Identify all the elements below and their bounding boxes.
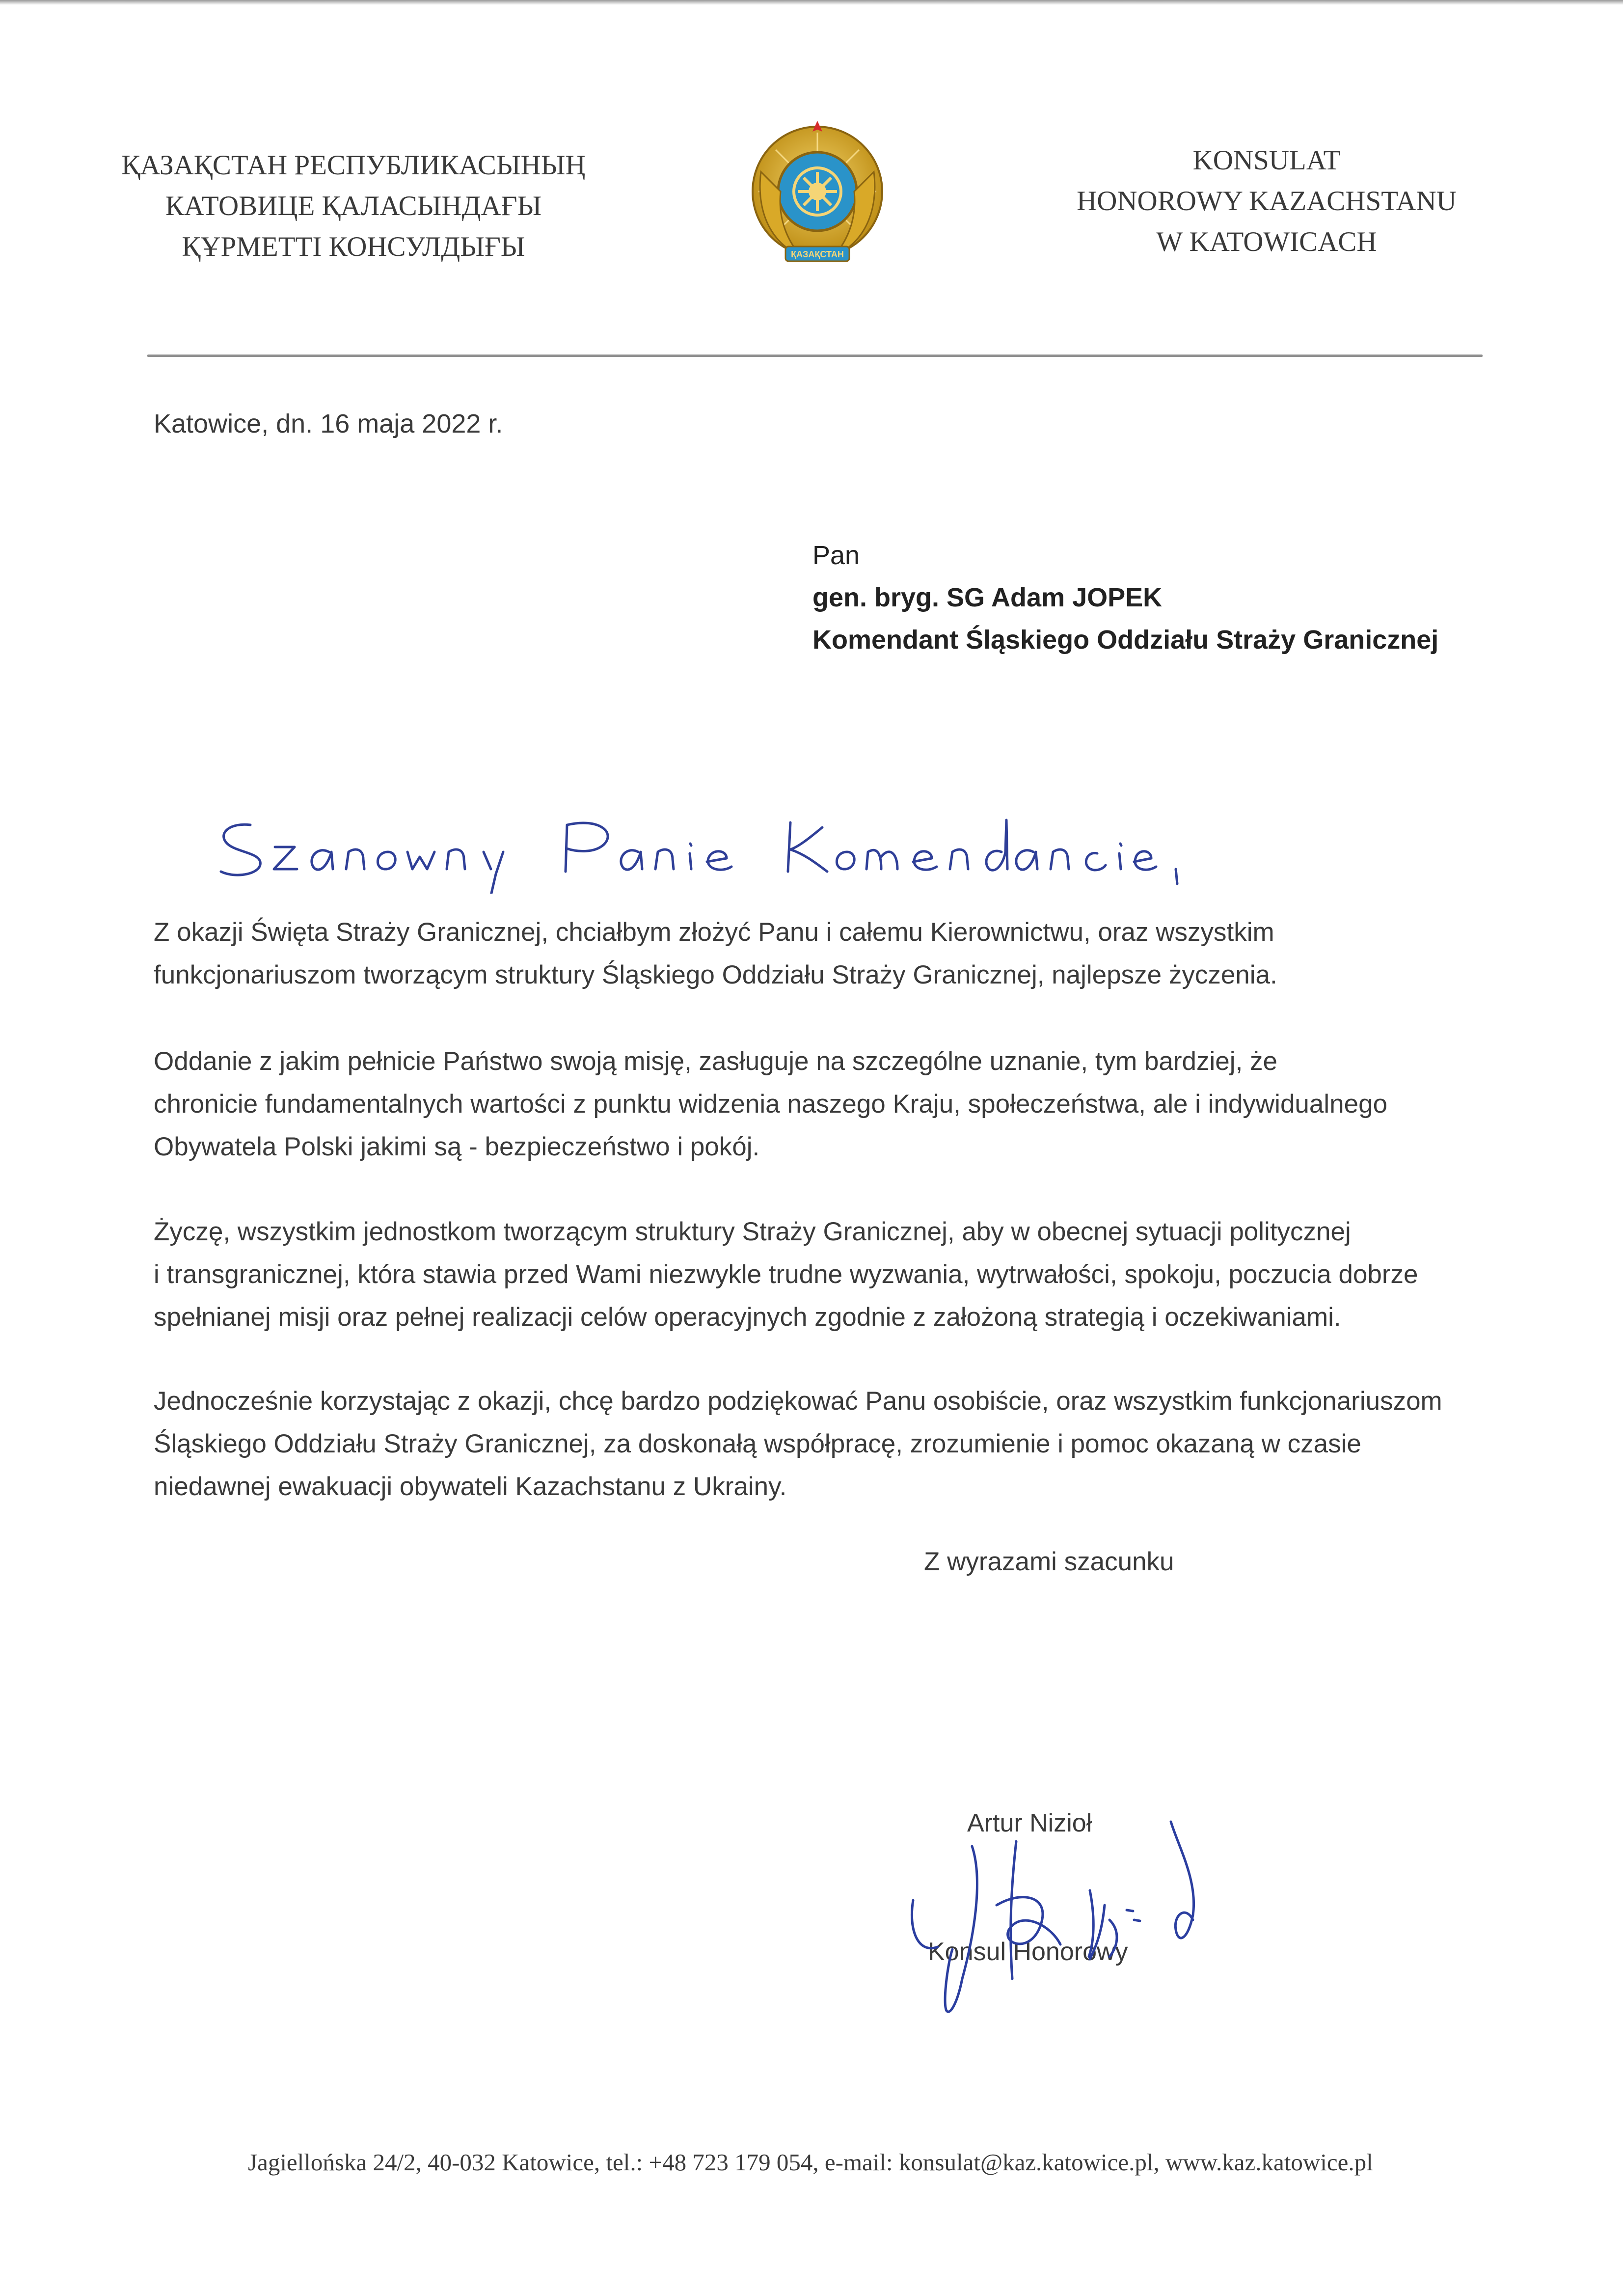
header-divider [147, 355, 1483, 357]
header-polish-line-1: KONSULAT [1192, 145, 1341, 176]
header-polish-line-3: W KATOWICACH [1156, 226, 1377, 257]
recipient-name: gen. bryg. SG Adam JOPEK [812, 583, 1163, 612]
header-kazakh-line-1: ҚАЗАҚСТАН РЕСПУБЛИКАСЫНЫҢ [121, 150, 586, 181]
closing-phrase: Z wyrazami szacunku [924, 1547, 1174, 1576]
body-line: Jednocześnie korzystając z okazji, chcę bardzo podziękować Panu osobiście, oraz wszystkim funkcjonariuszom [154, 1387, 1442, 1416]
body-line: Śląskiego Oddziału Straży Granicznej, za doskonałą współpracę, zrozumienie i pomoc okazaną w czasie [154, 1429, 1361, 1458]
body-line: chronicie fundamentalnych wartości z punktu widzenia naszego Kraju, społeczeństwa, ale i indywidualnego [154, 1090, 1388, 1119]
body-paragraph-2 [154, 1040, 1483, 1168]
body-line: i transgranicznej, która stawia przed Wami niezwykle trudne wyzwania, wytrwałości, spokoju, poczucia dobrze [154, 1260, 1418, 1289]
header-polish [1021, 140, 1512, 262]
signer-title: Konsul Honorowy [928, 1938, 1128, 1966]
footer-contact: Jagiellońska 24/2, 40-032 Katowice, tel.: +48 723 179 054, e-mail: konsulat@kaz.katowice.pl, www.kaz.katowice.pl [248, 2149, 1373, 2176]
recipient-salutation-line: Pan [812, 541, 860, 570]
body-line: funkcjonariuszom tworzącym struktury Śląskiego Oddziału Straży Granicznej, najlepsze życzenia. [154, 960, 1277, 989]
kazakhstan-coat-of-arms-icon [751, 118, 884, 285]
handwritten-salutation [216, 805, 1208, 894]
header-polish-line-2: HONOROWY KAZACHSTANU [1077, 186, 1457, 217]
salutation-text: Szanowny Panie Komendancie, [216, 891, 222, 892]
body-paragraph-4 [154, 1380, 1483, 1508]
header-kazakh-line-3: ҚҰРМЕТТІ КОНСУЛДЫҒЫ [182, 231, 525, 262]
body-line: Obywatela Polski jakimi są - bezpieczeństwo i pokój. [154, 1132, 760, 1161]
signer-name: Artur Nizioł [967, 1809, 1092, 1837]
body-line: niedawnej ewakuacji obywateli Kazachstanu z Ukrainy. [154, 1472, 787, 1501]
header-kazakh-line-2: КАТОВИЦЕ ҚАЛАСЫНДАҒЫ [165, 191, 542, 221]
header-kazakh [108, 145, 599, 267]
recipient-block [812, 534, 1438, 661]
body-line: Oddanie z jakim pełnicie Państwo swoją misję, zasługuje na szczególne uznanie, tym bardziej, że [154, 1047, 1277, 1076]
body-paragraph-1 [154, 911, 1483, 996]
scan-top-edge [0, 0, 1623, 5]
svg-text:ҚАЗАҚСТАН: ҚАЗАҚСТАН [791, 249, 844, 259]
recipient-position: Komendant Śląskiego Oddziału Straży Granicznej [812, 625, 1439, 655]
body-line: Życzę, wszystkim jednostkom tworzącym struktury Straży Granicznej, aby w obecnej sytuacji politycznej [154, 1217, 1351, 1246]
body-line: spełnianej misji oraz pełnej realizacji celów operacyjnych zgodnie z założoną strategią i oczekiwaniami. [154, 1303, 1341, 1332]
letter-date: Katowice, dn. 16 maja 2022 r. [154, 409, 503, 438]
body-paragraph-3 [154, 1210, 1483, 1339]
handwritten-signature [903, 1817, 1247, 2023]
body-line: Z okazji Święta Straży Granicznej, chciałbym złożyć Panu i całemu Kierownictwu, oraz wszystkim [154, 918, 1274, 947]
